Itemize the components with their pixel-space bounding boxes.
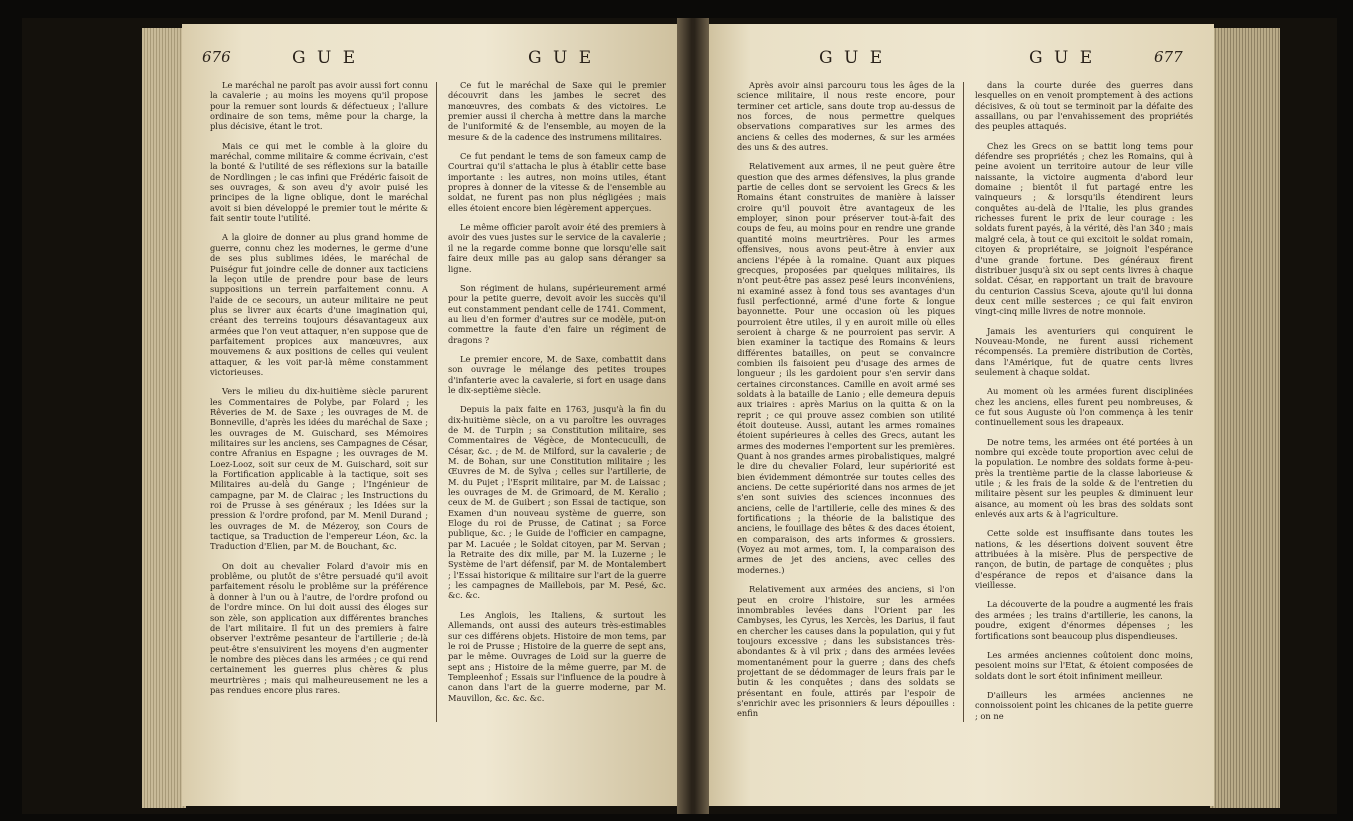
paragraph: Depuis la paix faite en 1763, jusqu'à la fin du dix-huitième siècle, on a vu paroître les ouvrages de M. de Turpin ; sa Constitution militaire, ses Commentaires de Végèce, de Montecuculli, de César, &c. ; de M. de Milford, sur la cavalerie ; de M. de Bohan, sur une Constitution militaire ; les Œuvres de M. de Sylva ; celles sur l'artillerie, de M. du Pujet ; l'Esprit militaire, par M. de Laissac ; les ouvrages de M. de Grimoard, de M. Keralio ; ceux de M. de Guibert ; son Essai de tactique, son Examen d'un nouveau système de guerre, son Eloge du roi de Prusse, de Catinat ; sa Force publique, &c. ; le Guide de l'officier en campagne, par M. Lacuée ; le Soldat citoyen, par M. Servan ; la Retraite des dix mille, par M. la Luzerne ; le Système de l'art défensif, par M. de Montalembert ; l'Essai historique & militaire sur l'art de la guerre ; les campagnes de Maillebois, par M. Pesé, &c. &c. &c. [448, 404, 666, 601]
paragraph: Cette solde est insuffisante dans toutes les nations, & les désertions doivent souvent être attribuées à la misère. Plus de perspective de rançon, de butin, de partage de conquêtes ; plus d'espérance de repos et d'aisance dans la vieillesse. [975, 528, 1193, 591]
paragraph: La découverte de la poudre a augmenté les frais des armées ; les trains d'artillerie, les canons, la poudre, exigent d'énormes dépenses ; les fortifications sont beaucoup plus dispendieuses. [975, 599, 1193, 641]
running-head-left: G U E [292, 48, 359, 68]
left-page-column-1 [210, 80, 428, 792]
right-page-edges [1210, 28, 1280, 808]
paragraph: De notre tems, les armées ont été portées à un nombre qui excède toute proportion avec celui de la population. Le nombre des soldats forme à-peu-près la trentième partie de la classe laborieuse & utile ; & les frais de la solde & de l'entretien du militaire pèsent sur les peuples & diminuent leur aisance, au moment où les bras des soldats sont enlevés aux arts & à l'agriculture. [975, 436, 1193, 520]
paragraph: Relativement aux armées des anciens, si l'on peut en croire l'histoire, sur les armées innombrables levées dans l'Orient par les Cambyses, les Cyrus, les Xercès, les Darius, il faut en chercher les causes dans la population, qui y fut toujours excessive ; dans les subsistances très-abondantes & à vil prix ; dans des armées levées momentanément pour la guerre ; dans des chefs projettant de se dédommager de leurs frais par le butin & les conquêtes ; dans des soldats se présentant en foule, attirés par l'espoir de s'enrichir avec les prisonniers & leurs dépouilles : enfin [737, 584, 955, 719]
paragraph: On doit au chevalier Folard d'avoir mis en problême, ou plutôt de s'être persuadé qu'il avoit parfaitement résolu le problême sur la préférence à donner à l'un ou à l'autre, de l'ordre profond ou de l'ordre mince. On lui doit aussi des éloges sur son zèle, son application aux différentes branches de l'art militaire. Il fut un des premiers à faire observer l'extrême pesanteur de l'artillerie ; de-là peut-être s'ensuivirent les moyens d'en augmenter le nombre des pièces dans les armées ; ce qui rend certainement les guerres plus chères & plus meurtrières ; mais qui malheureusement ne les a pas rendues encore plus rares. [210, 560, 428, 695]
book-gutter [677, 18, 709, 814]
right-page [699, 24, 1214, 806]
paragraph: Les Anglois, les Italiens, & surtout les Allemands, ont aussi des auteurs très-estimables sur ces différens objets. Histoire de mon tems, par le roi de Prusse ; Histoire de la guerre de sept ans, par le même. Ouvrages de Loid sur la guerre de sept ans ; Histoire de la même guerre, par M. de Templeenhof ; Essais sur l'influence de la poudre à canon dans l'art de la guerre moderne, par M. Mauvillon, &c. &c. &c. [448, 609, 666, 703]
left-page [182, 24, 687, 806]
paragraph: Son régiment de hulans, supérieurement armé pour la petite guerre, devoit avoir les succès qu'il eut constamment pendant celle de 1741. Comment, au lieu d'en former d'autres sur ce modèle, put-on commettre la faute d'en faire un régiment de dragons ? [448, 282, 666, 345]
paragraph: Au moment où les armées furent disciplinées chez les anciens, elles furent peu nombreuses, & ce fut sous Auguste où l'on commença à les tenir continuellement sous les drapeaux. [975, 386, 1193, 428]
column-rule [436, 82, 437, 722]
left-page-column-2 [448, 80, 666, 792]
paragraph: Ce fut le maréchal de Saxe qui le premier découvrit dans les jambes le secret des manœuvres, des combats & des victoires. Le premier aussi il chercha à mettre dans la marche de l'uniformité & de l'ensemble, au moyen de la mesure & de la cadence des instrumens militaires. [448, 80, 666, 142]
paragraph: D'ailleurs les armées anciennes ne connoissoient point les chicanes de la petite guerre ; on ne [975, 689, 1193, 721]
page-number: 676 [202, 48, 231, 66]
paragraph: Ce fut pendant le tems de son fameux camp de Courtrai qu'il s'attacha le plus à établir cette base importante : les autres, non moins utiles, étant propres à donner de la vitesse & de l'ensemble au soldat, ne furent pas non plus négligées ; mais elles étoient encore bien légèrement apperçues. [448, 151, 666, 213]
paragraph: Chez les Grecs on se battit long tems pour défendre ses propriétés ; chez les Romains, qui à peine avoient un territoire autour de leur ville naissante, la victoire augmenta d'abord leur domaine ; bientôt il fut partagé entre les vainqueurs ; & lorsqu'ils étendirent leurs conquêtes au-delà de l'Italie, les plus grandes richesses furent le prix de leur courage : les soldats furent payés, à la vérité, dès l'an 340 ; mais malgré cela, à tout ce qui excitoit le soldat romain, citoyen & propriétaire, se joignoit l'espérance d'une grande fortune. Des généraux firent distribuer jusqu'à six ou sept cents livres à chaque soldat. César, en rapportant un trait de bravoure du centurion Cassius Sceva, ajoute qu'il lui donna deux cent mille sesterces ; ce qui fait environ vingt-cinq mille livres de notre monnoie. [975, 140, 1193, 317]
running-head-left: G U E [819, 48, 886, 68]
left-page-edges [142, 28, 186, 808]
right-page-column-1 [737, 80, 955, 792]
paragraph: Les armées anciennes coûtoient donc moins, pesoient moins sur l'Etat, & étoient composées de soldats dont le sort étoit infiniment meilleur. [975, 649, 1193, 681]
paragraph: Vers le milieu du dix-huitième siècle parurent les Commentaires de Polybe, par Folard ; les Rêveries de M. de Saxe ; les ouvrages de M. de Bonneville, d'après les idées du maréchal de Saxe ; les ouvrages de M. Guischard, ses Mémoires militaires sur les anciens, ses Campagnes de César, contre Afranius en Espagne ; les ouvrages de M. Loez-Looz, soit sur ceux de M. Guischard, soit sur la Fortification applicable à la tactique, soit ses Militaires au-delà du Gange ; l'Ingénieur de campagne, par M. de Clairac ; les Instructions du roi de Prusse à ses généraux ; les Idées sur la pression & l'ordre profond, par M. Menil Durand ; les ouvrages de M. de Mézeroy, son Cours de tactique, sa Traduction de l'empereur Léon, &c. la Traduction d'Elien, par M. de Bouchant, &c. [210, 386, 428, 552]
right-page-column-2 [975, 80, 1193, 792]
page-number: 677 [1154, 48, 1183, 66]
paragraph: dans la courte durée des guerres dans lesquelles on en venoit promptement à des actions décisives, & où tout se terminoit par la défaite des assaillans, ou par l'envahissement des propriétés des peuples attaqués. [975, 80, 1193, 132]
paragraph: Jamais les aventuriers qui conquirent le Nouveau-Monde, ne furent aussi richement récompensés. La première distribution de Cortès, dans l'Amérique, fut de quatre cents livres seulement à chaque soldat. [975, 325, 1193, 377]
paragraph: A la gloire de donner au plus grand homme de guerre, connu chez les modernes, le germe d'une de ses plus sublimes idées, le maréchal de Puiségur fut joindre celle de donner aux tacticiens la leçon utile de prendre pour base de leurs suppositions un terrein parfaitement connu. A l'aide de ce secours, un auteur militaire ne peut plus se livrer aux écarts d'une imagination qui, créant des terreins toujours désavantageux aux armées que l'on veut attaquer, n'en suppose que de parfaitement propices aux manœuvres, aux mouvemens & aux positions de celles qui veulent attaquer, & les voit par-là même constamment victorieuses. [210, 232, 428, 377]
paragraph: Le maréchal ne paroît pas avoir aussi fort connu la cavalerie ; au moins les moyens qu'il propose pour la remuer sont lourds & défectueux ; l'allure ordinaire de son tems, même pour la charge, la plus décisive, étant le trot. [210, 80, 428, 132]
paragraph: Le premier encore, M. de Saxe, combattit dans son ouvrage le mélange des petites troupes d'infanterie avec la cavalerie, si fort en usage dans le dix-septième siècle. [448, 353, 666, 395]
paragraph: Le même officier paroît avoir été des premiers à avoir des vues justes sur le service de la cavalerie ; il ne la regarde comme bonne que lorsqu'elle sait faire deux mille pas au galop sans déranger sa ligne. [448, 222, 666, 274]
paragraph: Après avoir ainsi parcouru tous les âges de la science militaire, il nous reste encore, pour terminer cet article, sans doute trop au-dessus de nos forces, de nous permettre quelques observations comparatives sur les armes des anciens & celles des modernes, & sur les armées des uns & des autres. [737, 80, 955, 153]
book-spread [22, 18, 1337, 814]
column-rule [963, 82, 964, 722]
running-head-right: G U E [1029, 48, 1096, 68]
paragraph: Relativement aux armes, il ne peut guère être question que des armes défensives, la plus grande partie de celles dont se servoient les Grecs & les Romains étant construites de manière à laisser croire qu'il pouvoit être avantageux de les employer, sinon pour préserver tout-à-fait des coups de feu, au moins pour en rendre une grande quantité moins meurtrières. Pour les armes offensives, nous avons peut-être à envier aux anciens l'épée à la romaine. Quant aux piques grecques, proposées par quelques militaires, ils n'ont peut-être pas assez pesé leurs inconvéniens, ni examiné assez à fond tous ses avantages d'un fusil perfectionné, armé d'une forte & longue bayonnette. Pour une occasion où les piques pourroient être utiles, il y en auroit mille où elles seroient à charge & ne pourroient pas servir. A bien examiner la tactique des Romains & leurs différentes batailles, on peut se convaincre combien ils faisoient peu d'usage des armes de longueur ; ils les gardoient pour s'en servir dans certaines circonstances. Camille en avoit armé ses soldats à la bataille de Lanio ; elle demeura depuis aux triaires : après Marius on la quitta & on la reprit ; ce qui prouve assez combien son utilité étoit douteuse. Aussi, autant les armes romaines étoient supérieures à celles des Grecs, autant les armes des modernes l'emportent sur les premières. Quant à nos grandes armes pirobalistiques, malgré le dire du chevalier Folard, leur supériorité est bien évidemment démontrée sur toutes celles des anciens. De cette supériorité dans nos armes de jet s'en sont suivies des sciences inconnues des anciens, celle de l'artillerie, celle des mines & des fortifications ; la théorie de la balistique des anciens, le fouillage des bêtes & des daces étoient, en comparaison, des arts informes & grossiers. (Voyez au mot armes, tom. I, la comparaison des armes de jet des anciens, avec celles des modernes.) [737, 161, 955, 575]
paragraph: Mais ce qui met le comble à la gloire du maréchal, comme militaire & comme écrivain, c'est la bonté & l'utilité de ses réflexions sur la bataille de Nordlingen ; le cas infini que Frédéric faisoit de ses ouvrages, & son aveu d'y avoir puisé les principes de la ligne oblique, dont le maréchal avoit si bien développé le premier tout le mérite & fait sentir toute l'utilité. [210, 140, 428, 224]
running-head-right: G U E [528, 48, 595, 68]
